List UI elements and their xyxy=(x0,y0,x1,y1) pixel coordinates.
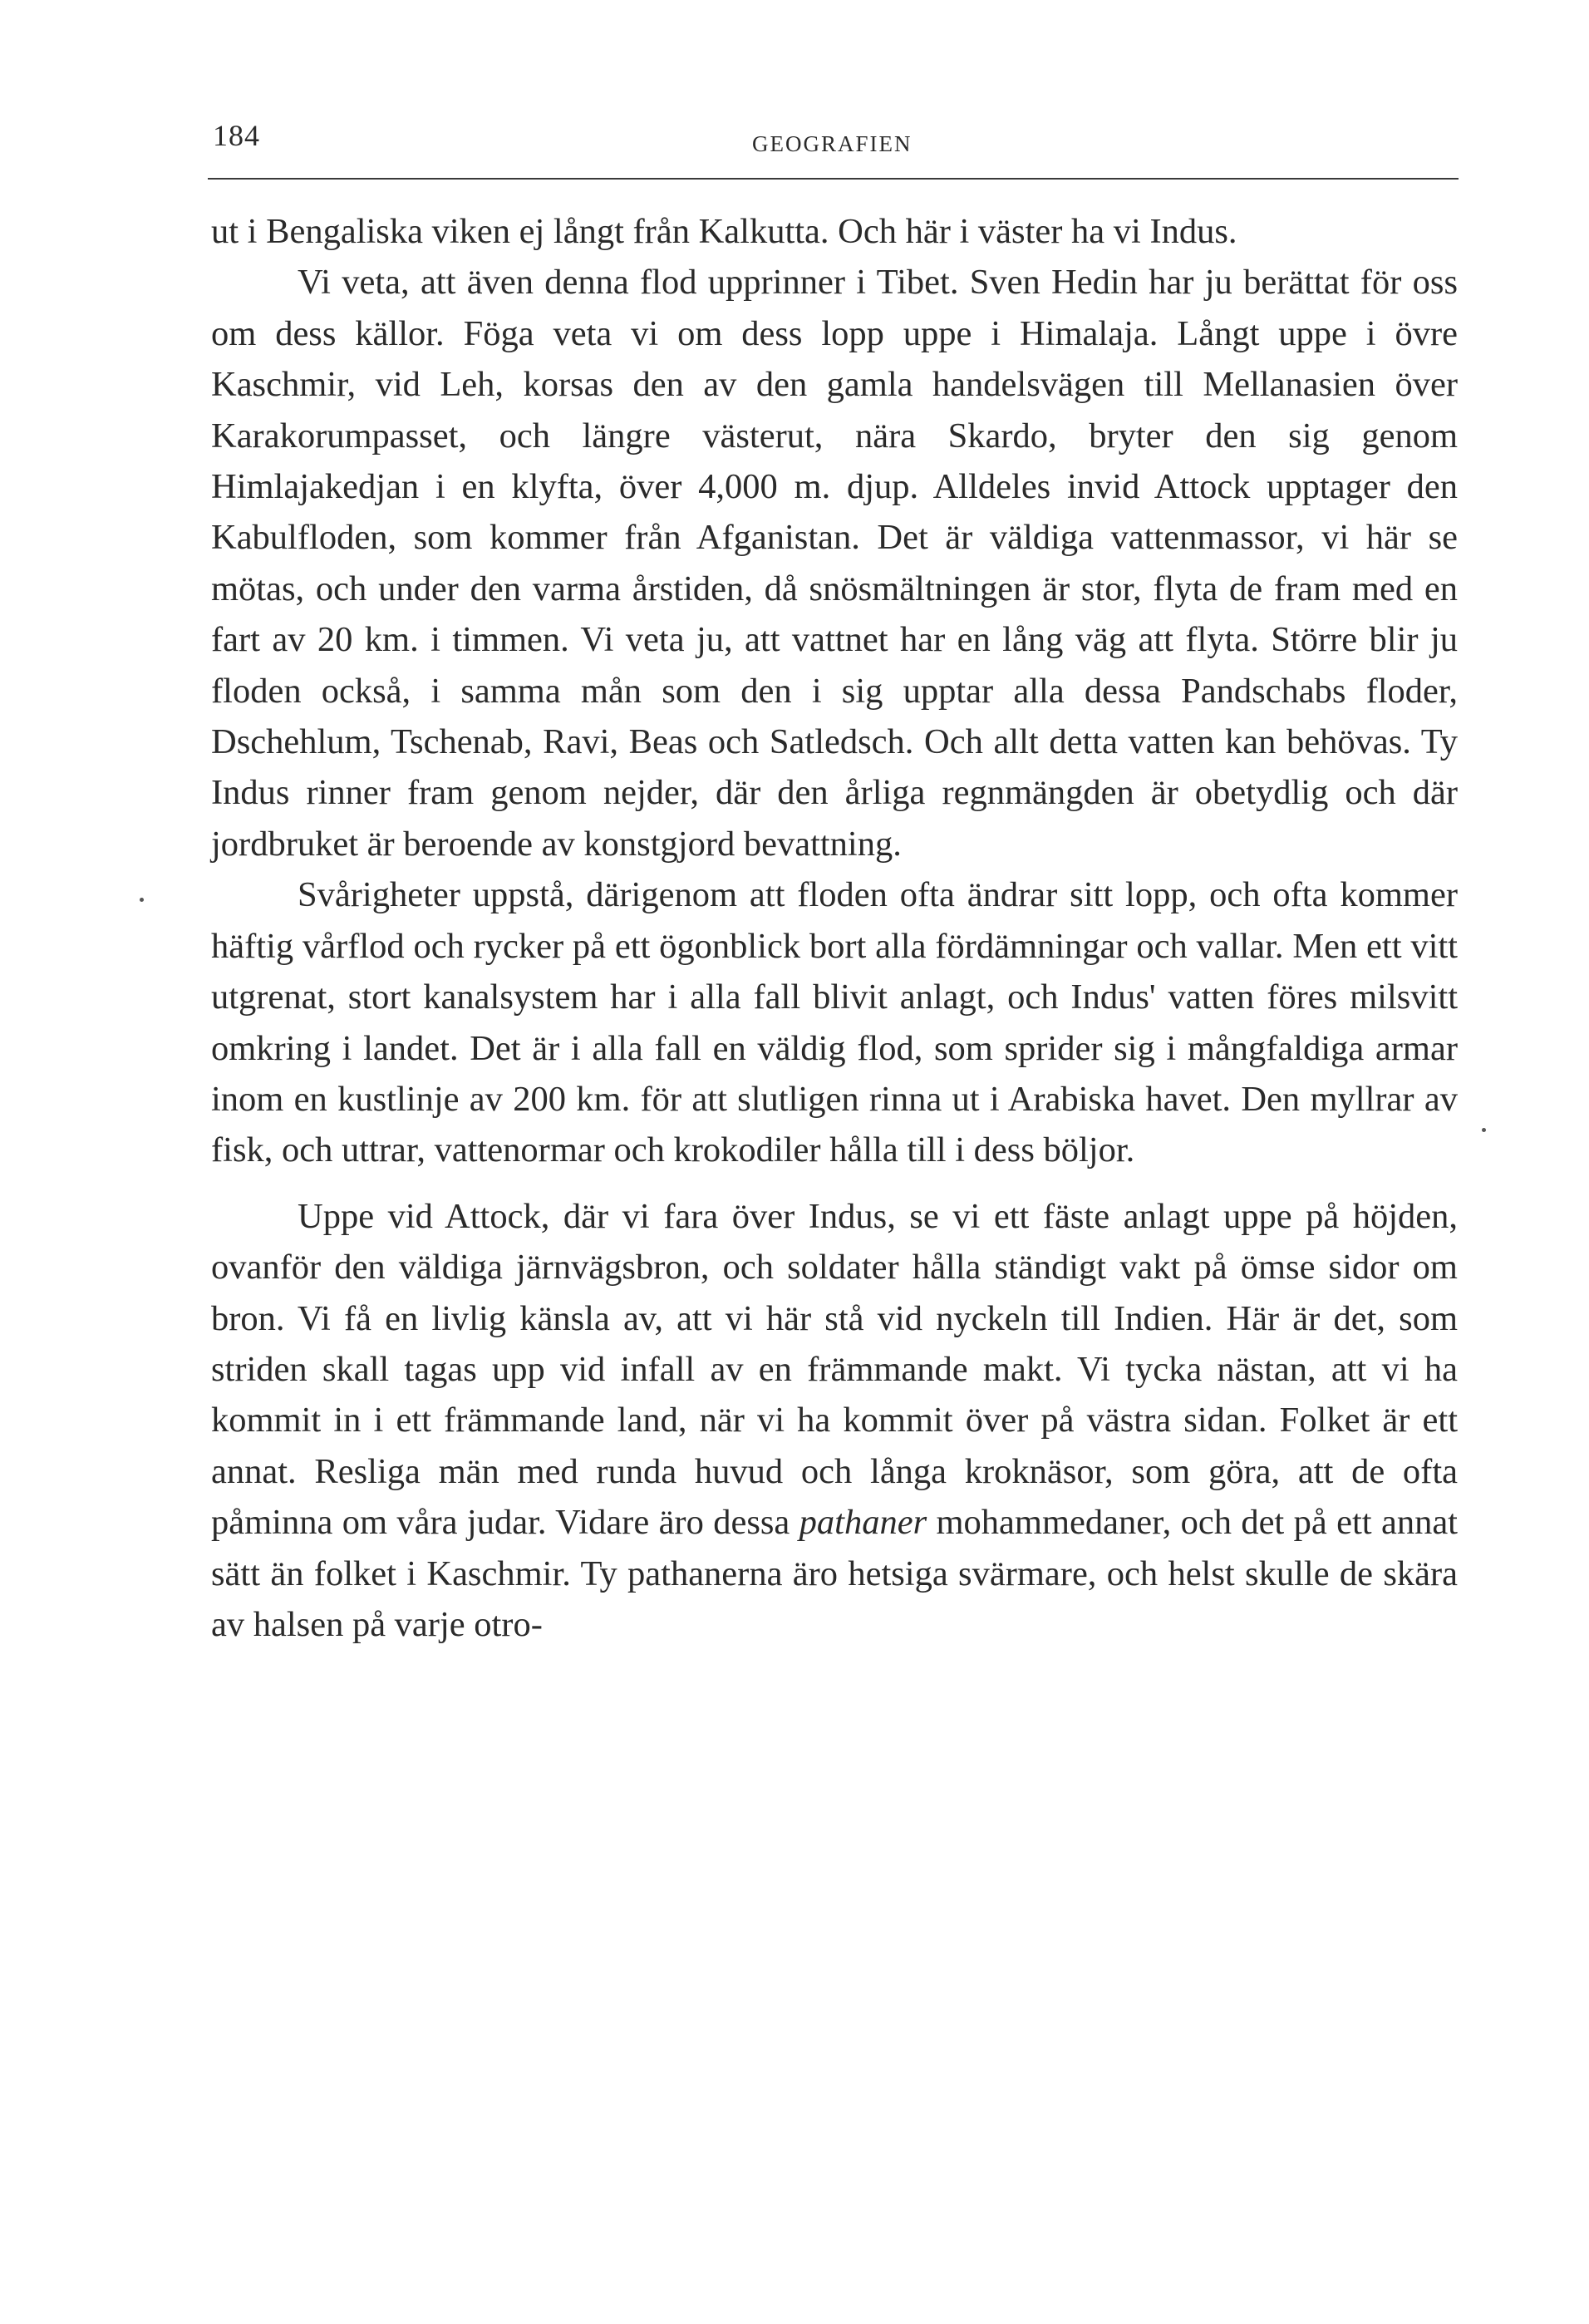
paragraph-2: Vi veta, att även denna flod upprinner i Tibet. Sven Hedin har ju berättat för oss om dess källor. Föga veta vi om dess lopp uppe i Himalaja. Långt uppe i övre Kaschmir, vid Leh, korsas den av den gamla handelsvägen till Mellanasien över Karakorumpasset, och längre västerut, nära Skardo, bryter den sig genom Himlajakedjan i en klyfta, över 4,000 m. djup. Alldeles invid Attock upptager den Kabulfloden, som kommer från Afganistan. Det är väldiga vattenmassor, vi här se mötas, och under den varma årstiden, då snösmältningen är stor, flyta de fram med en fart av 20 km. i timmen. Vi veta ju, att vattnet har en lång väg att flyta. Större blir ju floden också, i samma mån som den i sig upptar alla dessa Pandschabs floder, Dschehlum, Tschenab, Ravi, Beas och Satledsch. Och allt detta vatten kan behövas. Ty Indus rinner fram genom nejder, där den årliga regnmängden är obetydlig och där jordbruket är beroende av konstgjord bevattning. xyxy=(211,263,1458,864)
page-number: 184 xyxy=(213,119,260,152)
paragraph-3: Svårigheter uppstå, därigenom att floden ofta ändrar sitt lopp, och ofta kommer häftig vårflod och rycker på ett ögonblick bort alla fördämningar och vallar. Men ett vitt utgrenat, stort kanalsystem har i alla fall blivit anlagt, och Indus' vatten föres milsvitt omkring i landet. Det är i alla fall en väldig flod, som sprider sig i mångfaldiga armar inom en kustlinje av 200 km. för att slutligen rinna ut i Arabiska havet. Den myllrar av fisk, och uttrar, vattenormar och krokodiler hålla till i dess böljor. xyxy=(211,875,1458,1170)
italic-term: pathaner xyxy=(799,1503,927,1543)
running-head: GEOGRAFIEN xyxy=(752,131,913,156)
page-header xyxy=(208,106,1459,173)
body-text xyxy=(211,206,1458,1650)
paragraph-1: ut i Bengaliska viken ej långt från Kalkutta. Och här i väster ha vi Indus. xyxy=(211,212,1237,251)
paragraph-4 xyxy=(211,1191,1458,1651)
paragraph-4-text-after: mohammedaner, och det på ett annat sätt än folket i Kaschmir. Ty pathanerna äro hetsiga svärmare, och helst skulle de skära av halsen på varje otro- xyxy=(211,1503,1458,1644)
paragraph-4-text-before: Uppe vid Attock, där vi fara över Indus, se vi ett fäste anlagt uppe på höjden, ovanför den väldiga järnvägsbron, och soldater hålla ständigt vakt på ömse sidor om bron. Vi få en livlig känsla av, att vi här stå vid nyckeln till Indien. Här är det, som striden skall tagas upp vid infall av en främmande makt. Vi tycka nästan, att vi ha kommit in i ett främmande land, när vi ha kommit över på västra sidan. Folket är ett annat. Resliga män med runda huvud och långa kroknäsor, som göra, att de ofta påminna om våra judar. Vidare äro dessa xyxy=(211,1196,1458,1543)
header-rule xyxy=(208,178,1459,180)
margin-mark xyxy=(1482,1128,1486,1132)
margin-mark xyxy=(140,898,144,902)
